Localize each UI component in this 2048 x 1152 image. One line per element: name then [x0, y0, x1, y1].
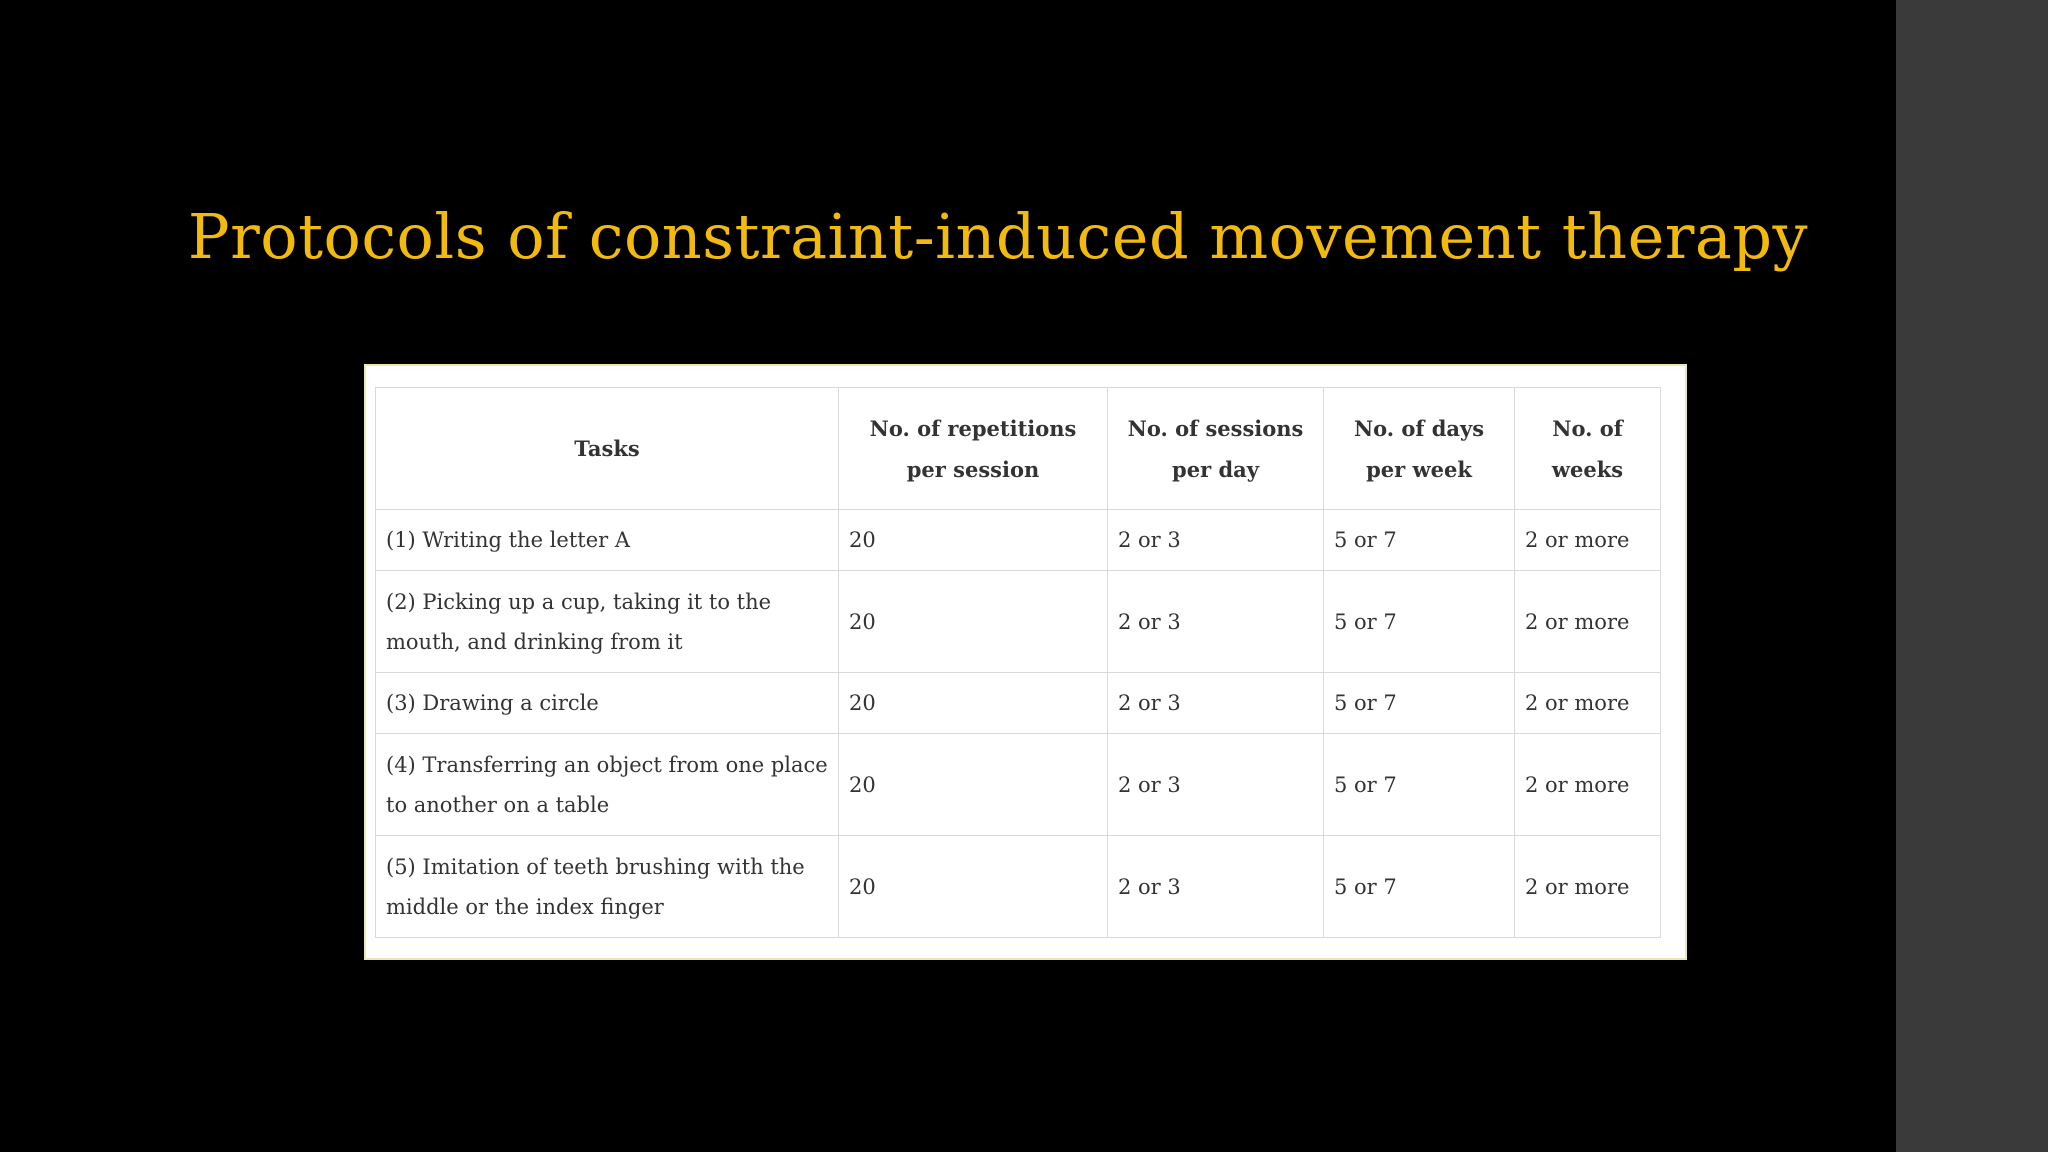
weeks-cell: 2 or more [1515, 510, 1661, 571]
sessions-cell: 2 or 3 [1108, 734, 1324, 836]
weeks-cell: 2 or more [1515, 734, 1661, 836]
days-cell: 5 or 7 [1324, 673, 1515, 734]
header-repetitions: No. of repetitions per session [839, 388, 1108, 510]
header-sessions: No. of sessions per day [1108, 388, 1324, 510]
repetitions-cell: 20 [839, 734, 1108, 836]
side-panel [1896, 0, 2048, 1152]
table-row [376, 673, 1661, 734]
days-cell: 5 or 7 [1324, 836, 1515, 938]
sessions-cell: 2 or 3 [1108, 510, 1324, 571]
table-row [376, 836, 1661, 938]
table-image-frame [364, 364, 1687, 960]
header-tasks: Tasks [376, 388, 839, 510]
repetitions-cell: 20 [839, 673, 1108, 734]
days-cell: 5 or 7 [1324, 510, 1515, 571]
sessions-cell: 2 or 3 [1108, 571, 1324, 673]
sessions-cell: 2 or 3 [1108, 836, 1324, 938]
days-cell: 5 or 7 [1324, 571, 1515, 673]
table-row [376, 734, 1661, 836]
weeks-cell: 2 or more [1515, 673, 1661, 734]
slide-title: Protocols of constraint-induced movement therapy [187, 200, 1809, 273]
table-row [376, 510, 1661, 571]
table-row [376, 571, 1661, 673]
task-cell: (1) Writing the letter A [376, 510, 839, 571]
days-cell: 5 or 7 [1324, 734, 1515, 836]
weeks-cell: 2 or more [1515, 836, 1661, 938]
task-cell: (5) Imitation of teeth brushing with the middle or the index finger [376, 836, 839, 938]
header-weeks: No. of weeks [1515, 388, 1661, 510]
repetitions-cell: 20 [839, 571, 1108, 673]
task-cell: (2) Picking up a cup, taking it to the mouth, and drinking from it [376, 571, 839, 673]
task-cell: (3) Drawing a circle [376, 673, 839, 734]
task-cell: (4) Transferring an object from one place to another on a table [376, 734, 839, 836]
weeks-cell: 2 or more [1515, 571, 1661, 673]
repetitions-cell: 20 [839, 510, 1108, 571]
protocols-table [375, 387, 1661, 938]
repetitions-cell: 20 [839, 836, 1108, 938]
header-days: No. of days per week [1324, 388, 1515, 510]
table-header-row [376, 388, 1661, 510]
sessions-cell: 2 or 3 [1108, 673, 1324, 734]
